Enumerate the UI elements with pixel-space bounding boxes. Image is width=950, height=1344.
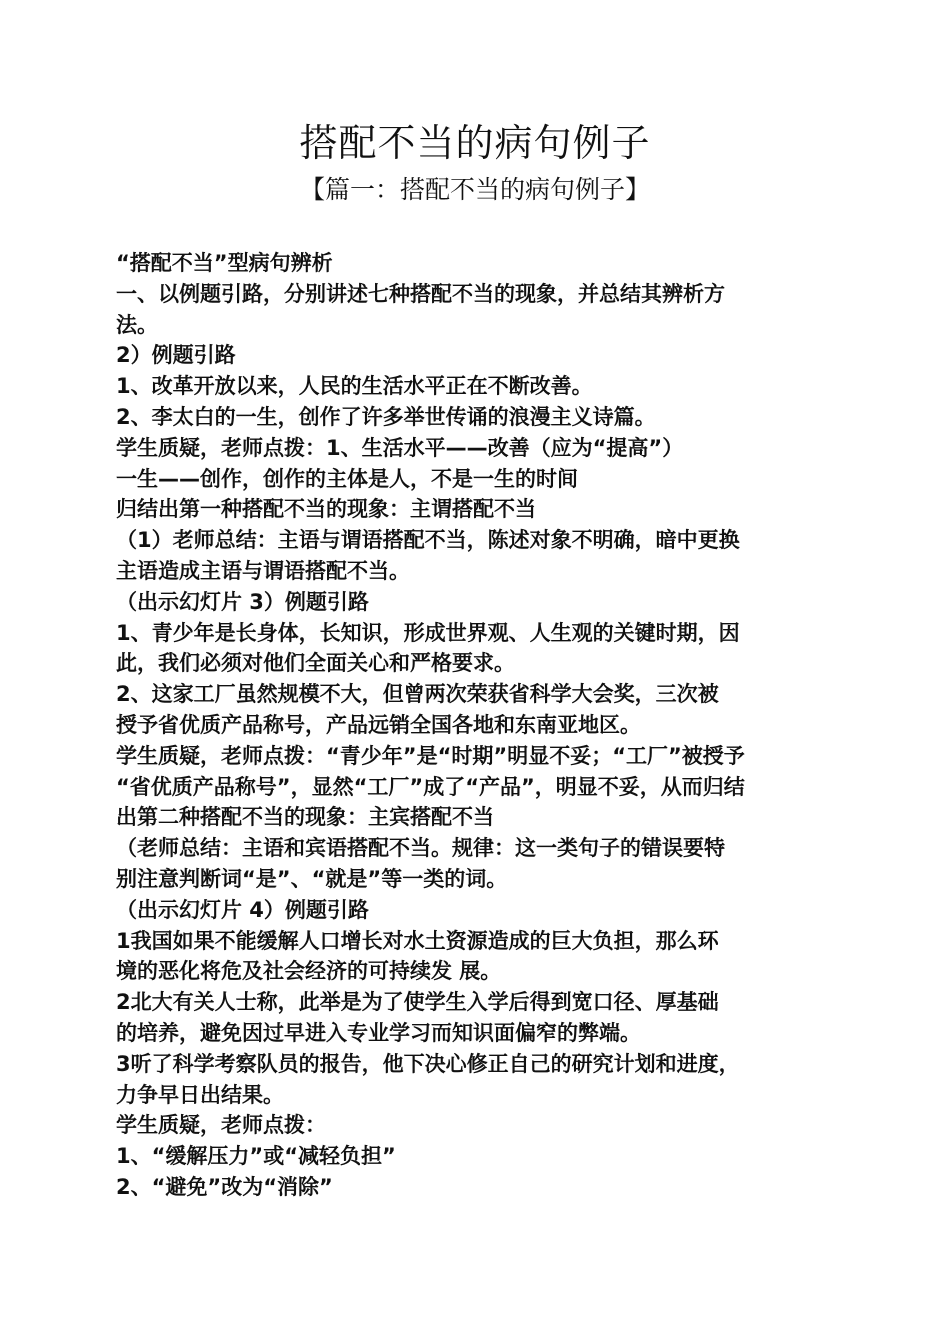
text-line: 一、以例题引路，分别讲述七种搭配不当的现象，并总结其辨析方 xyxy=(116,281,725,306)
document-body xyxy=(116,248,856,1203)
text-line: 3听了科学考察队员的报告，他下决心修正自己的研究计划和进度， xyxy=(116,1051,740,1076)
text-line: “省优质产品称号”，显然“工厂”成了“产品”，明显不妥，从而归结 xyxy=(116,774,745,799)
text-line: 2、“避免”改为“消除” xyxy=(116,1174,333,1199)
text-line: 1、改革开放以来，人民的生活水平正在不断改善。 xyxy=(116,374,593,399)
document-subtitle: 【篇一：搭配不当的病句例子】 xyxy=(299,175,650,204)
text-line: 学生质疑，老师点拨： xyxy=(116,1113,326,1138)
document-title: 搭配不当的病句例子 xyxy=(299,121,651,165)
text-line: 2北大有关人士称，此举是为了使学生入学后得到宽口径、厚基础 xyxy=(116,990,719,1015)
text-line: “搭配不当”型病句辨析 xyxy=(116,251,333,275)
text-line: 1、青少年是长身体，长知识，形成世界观、人生观的关键时期，因 xyxy=(116,620,740,645)
text-line: （老师总结：主语和宾语搭配不当。规律：这一类句子的错误要特 xyxy=(116,836,725,861)
text-line: 1我国如果不能缓解人口增长对水土资源造成的巨大负担，那么环 xyxy=(116,928,719,953)
text-line: 一生——创作，创作的主体是人，不是一生的时间 xyxy=(116,466,578,491)
text-line: 的培养，避免因过早进入专业学习而知识面偏窄的弊端。 xyxy=(116,1020,641,1045)
text-line: 归结出第一种搭配不当的现象：主谓搭配不当 xyxy=(116,497,536,522)
text-line: 学生质疑，老师点拨：“青少年”是“时期”明显不妥；“工厂”被授予 xyxy=(116,743,745,768)
text-line: 此，我们必须对他们全面关心和严格要求。 xyxy=(116,651,515,676)
text-line: 2、李太白的一生，创作了许多举世传诵的浪漫主义诗篇。 xyxy=(116,404,656,429)
text-line: （出示幻灯片 3）例题引路 xyxy=(116,589,369,614)
text-line: 境的恶化将危及社会经济的可持续发 展。 xyxy=(116,959,502,984)
text-line: 主语造成主语与谓语搭配不当。 xyxy=(116,558,410,583)
text-line: （出示幻灯片 4）例题引路 xyxy=(116,897,369,922)
text-line: 学生质疑，老师点拨：1、生活水平——改善（应为“提高”） xyxy=(116,435,684,460)
text-line: 1、“缓解压力”或“减轻负担” xyxy=(116,1144,396,1169)
text-line: 力争早日出结果。 xyxy=(116,1082,284,1107)
text-line: 授予省优质产品称号，产品远销全国各地和东南亚地区。 xyxy=(116,712,641,737)
text-line: 2）例题引路 xyxy=(116,343,236,368)
text-line: 别注意判断词“是”、“就是”等一类的词。 xyxy=(116,866,508,891)
text-line: （1）老师总结：主语与谓语搭配不当，陈述对象不明确，暗中更换 xyxy=(116,528,740,553)
text-line: 出第二种搭配不当的现象：主宾搭配不当 xyxy=(116,805,494,830)
text-line: 2、这家工厂虽然规模不大，但曾两次荣获省科学大会奖，三次被 xyxy=(116,682,719,707)
text-line: 法。 xyxy=(116,312,158,337)
